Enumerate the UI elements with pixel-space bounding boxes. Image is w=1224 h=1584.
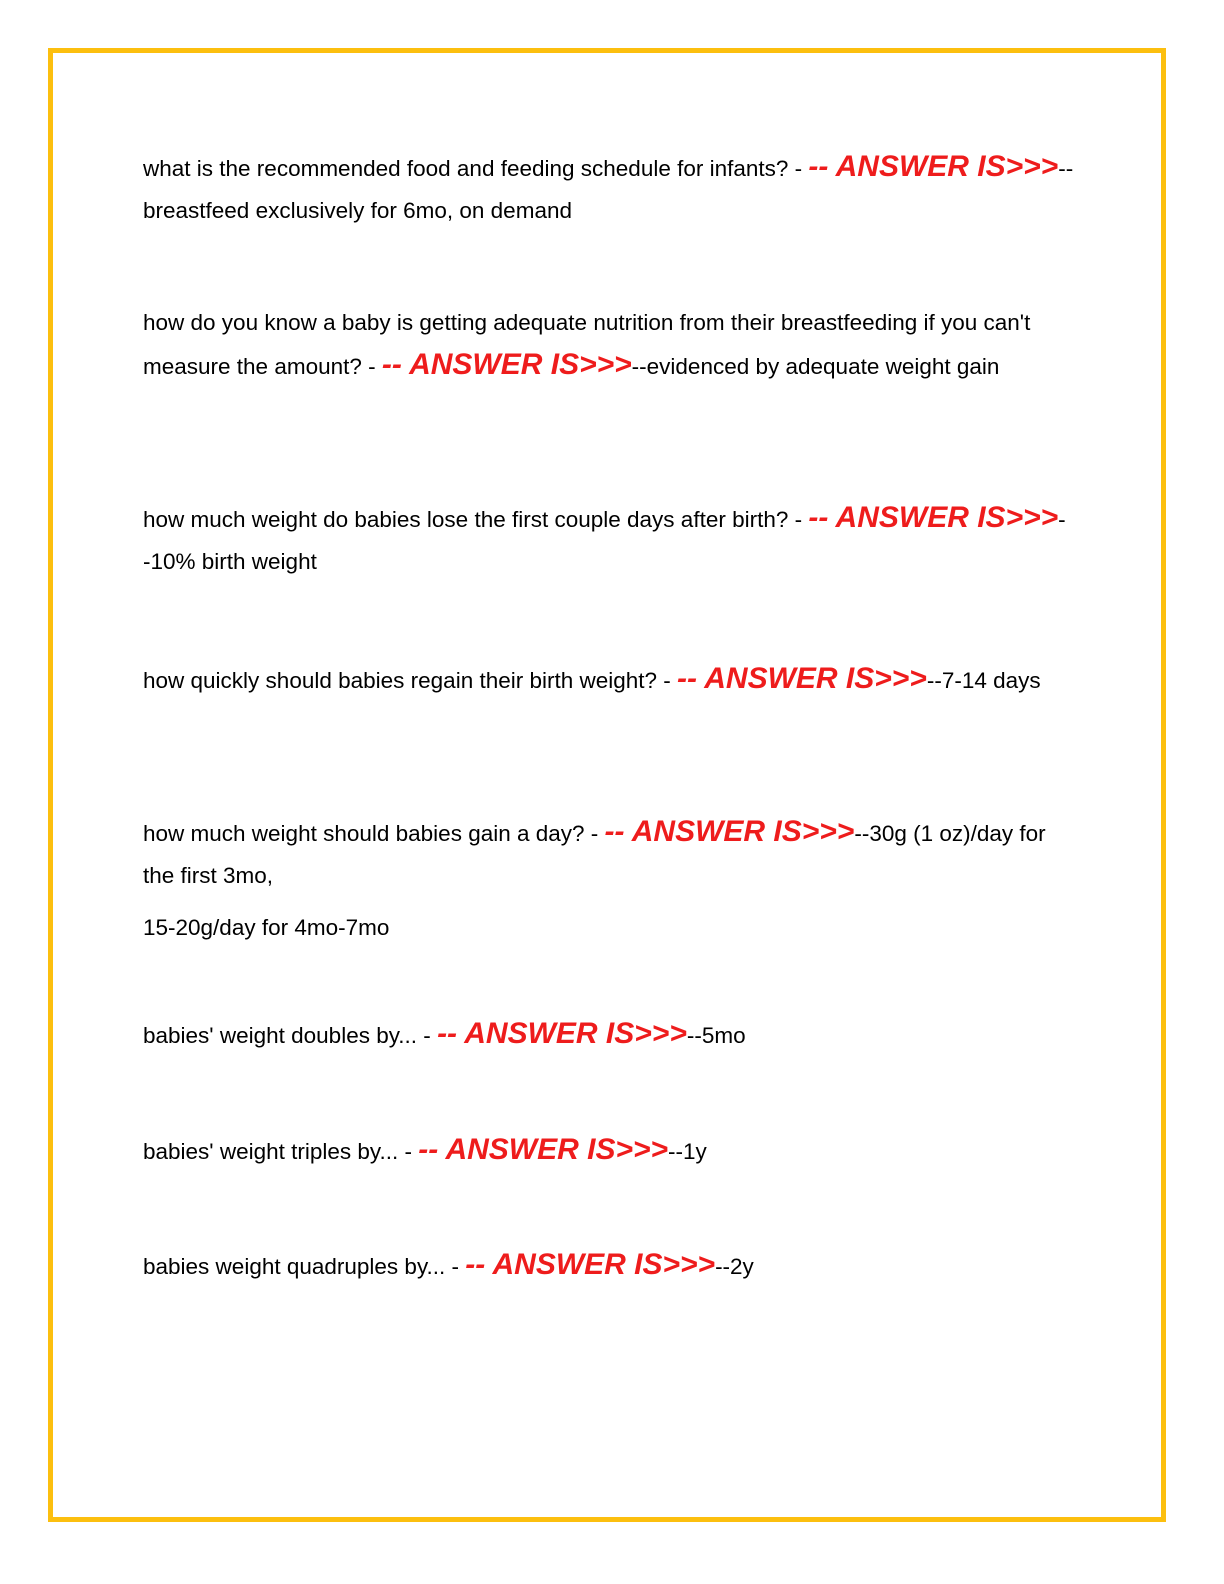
qa-item-weight-triples [143, 1129, 1078, 1173]
answer-text: --7-14 days [926, 668, 1041, 693]
qa-item-infant-feeding [143, 146, 1078, 232]
qa-item-adequate-nutrition [143, 302, 1078, 388]
answer-tag: -- ANSWER IS>>> [677, 662, 927, 695]
answer-text: --1y [668, 1139, 707, 1164]
answer-text: --breastfeed exclusively for 6mo, on demand [143, 156, 1074, 223]
answer-text: --10% birth weight [143, 507, 1066, 574]
question-text: babies' weight doubles by... - [143, 1023, 438, 1048]
answer-text: --evidenced by adequate weight gain [631, 354, 1000, 379]
question-text: what is the recommended food and feeding schedule for infants? - [143, 156, 809, 181]
qa-item-weight-doubles [143, 1013, 1078, 1057]
answer-tag: -- ANSWER IS>>> [381, 348, 632, 381]
question-text: babies' weight triples by... - [143, 1139, 419, 1164]
answer-tag: -- ANSWER IS>>> [465, 1248, 716, 1281]
question-text: how do you know a baby is getting adequate nutrition from their breastfeeding if you can't measure the amount? - [143, 310, 1031, 379]
answer-text: --2y [715, 1254, 754, 1279]
question-text: how much weight should babies gain a day? - [143, 821, 605, 846]
question-text: how quickly should babies regain their birth weight? - [143, 668, 678, 693]
answer-text: --5mo [686, 1023, 746, 1048]
qa-item-weight-loss [143, 497, 1078, 583]
question-text: how much weight do babies lose the first couple days after birth? - [143, 507, 809, 532]
answer-tag: -- ANSWER IS>>> [418, 1133, 669, 1166]
page-border [48, 48, 1166, 1522]
answer-tag: -- ANSWER IS>>> [604, 815, 855, 848]
answer-extra-text: 15-20g/day for 4mo-7mo [143, 915, 390, 940]
answer-tag: -- ANSWER IS>>> [808, 150, 1059, 183]
qa-item-weight-quadruples [143, 1244, 1078, 1288]
qa-item-daily-gain [143, 811, 1078, 949]
answer-text: --30g (1 oz)/day for the first 3mo, [143, 821, 1046, 888]
question-text: babies weight quadruples by... - [143, 1254, 466, 1279]
answer-tag: -- ANSWER IS>>> [808, 501, 1059, 534]
answer-tag: -- ANSWER IS>>> [437, 1017, 687, 1050]
qa-item-regain-weight [143, 658, 1078, 702]
